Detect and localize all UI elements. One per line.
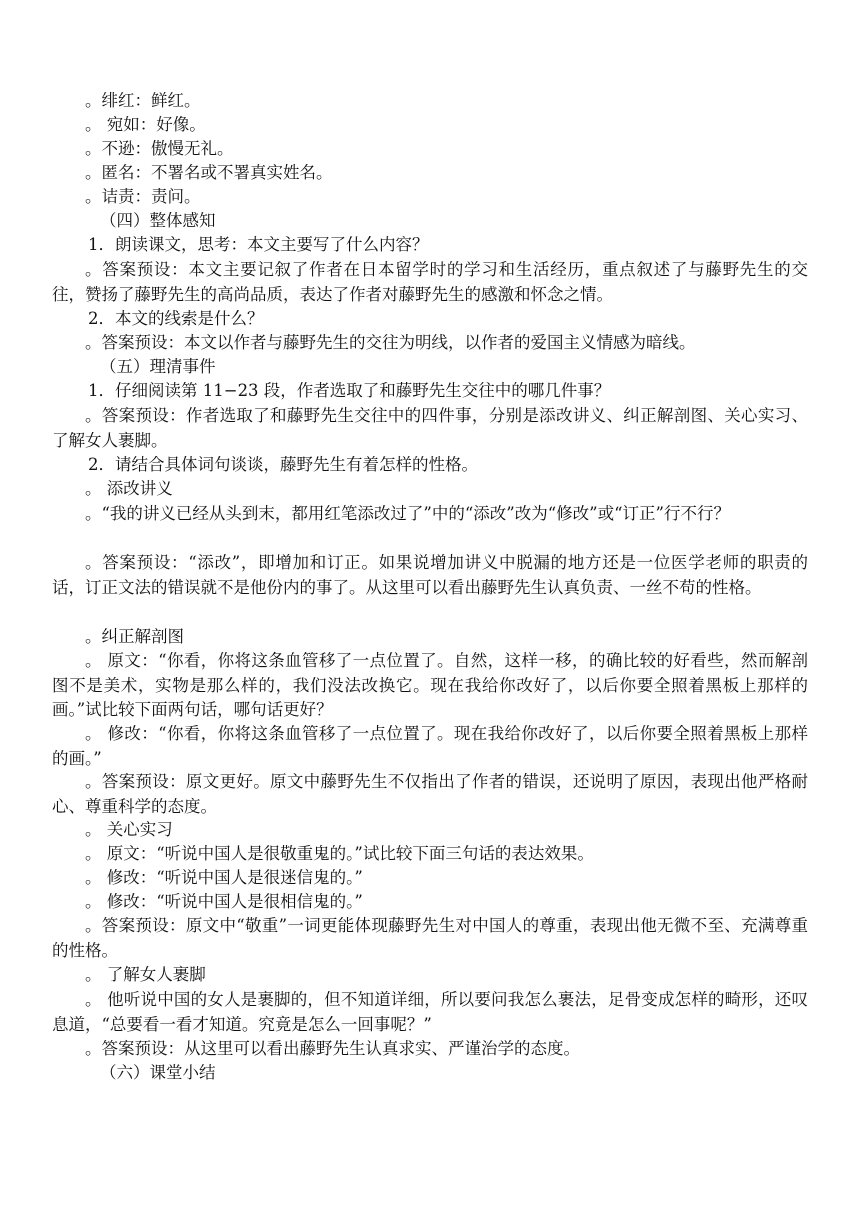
quote-paragraph: 。 原文：“你看，你将这条血管移了一点位置了。自然，这样一移，的确比较的好看些，然而解剖图不是美术，实物是那么样的，我们没法改换它。现在我给你改好了，以后你要全照着黑板上那样的画。”试比较下面两句话，哪句话更好？: [52, 651, 808, 720]
section-heading: （五）理清事件: [100, 357, 216, 376]
sub-heading: 。 关心实习: [85, 820, 173, 839]
quote-line: 。 修改：“听说中国人是很迷信鬼的。”: [85, 868, 363, 887]
question: 1．朗读课文，思考：本文主要写了什么内容？: [88, 235, 429, 254]
question: 1．仔细阅读第 11−23 段，作者选取了和藤野先生交往中的哪几件事？: [88, 381, 611, 400]
quote-paragraph: 。 修改：“你看，你将这条血管移了一点位置了。现在我给你改好了，以后你要全照着黑板上那样的画。”: [52, 724, 808, 768]
sub-heading: 。纠正解剖图: [85, 627, 184, 646]
vocab-line: 。绯红：鲜红。: [85, 91, 201, 110]
quote-paragraph: 。 他听说中国的女人是裹脚的，但不知道详细，所以要问我怎么裹法，足骨变成怎样的畸形，还叹息道，“总要看一看才知道。究竟是怎么一回事呢？”: [52, 990, 808, 1034]
sub-heading: 。 了解女人裹脚: [85, 965, 206, 984]
question: 2．本文的线索是什么？: [88, 309, 264, 328]
vocab-line: 。诘责：责问。: [85, 187, 201, 206]
answer-paragraph: 。答案预设：本文以作者与藤野先生的交往为明线，以作者的爱国主义情感为暗线。: [85, 333, 696, 352]
answer-paragraph: 。答案预设：本文主要记叙了作者在日本留学时的学习和生活经历，重点叙述了与藤野先生的交往，赞扬了藤野先生的高尚品质，表达了作者对藤野先生的感激和怀念之情。: [52, 260, 808, 304]
answer-paragraph: 。答案预设：从这里可以看出藤野先生认真求实、严谨治学的态度。: [85, 1039, 580, 1058]
answer-paragraph: 。答案预设：“添改”，即增加和订正。如果说增加讲义中脱漏的地方还是一位医学老师的职责的话，订正文法的错误就不是他份内的事了。从这里可以看出藤野先生认真负责、一丝不苟的性格。: [52, 553, 808, 597]
answer-paragraph: 。答案预设：原文更好。原文中藤野先生不仅指出了作者的错误，还说明了原因，表现出他严格耐心、尊重科学的态度。: [52, 772, 808, 816]
question: 2．请结合具体词句谈谈，藤野先生有着怎样的性格。: [88, 455, 478, 474]
answer-paragraph: 。答案预设：原文中“敬重”一词更能体现藤野先生对中国人的尊重，表现出他无微不至、充满尊重的性格。: [52, 916, 808, 960]
question-paragraph: 。“我的讲义已经从头到末，都用红笔添改过了”中的“添改”改为“修改”或“订正”行不行？: [85, 504, 730, 523]
vocab-line: 。 宛如：好像。: [85, 115, 206, 134]
answer-paragraph: 。答案预设：作者选取了和藤野先生交往中的四件事，分别是添改讲义、纠正解剖图、关心实习、了解女人裹脚。: [52, 406, 808, 450]
sub-heading: 。 添改讲义: [85, 479, 173, 498]
quote-line: 。 修改：“听说中国人是很相信鬼的。”: [85, 892, 363, 911]
quote-line: 。 原文：“听说中国人是很敬重鬼的。”试比较下面三句话的表达效果。: [85, 844, 594, 863]
section-heading: （四）整体感知: [100, 211, 216, 230]
vocab-line: 。不逊：傲慢无礼。: [85, 139, 234, 158]
vocab-line: 。匿名：不署名或不署真实姓名。: [85, 163, 333, 182]
section-heading: （六）课堂小结: [100, 1063, 216, 1082]
